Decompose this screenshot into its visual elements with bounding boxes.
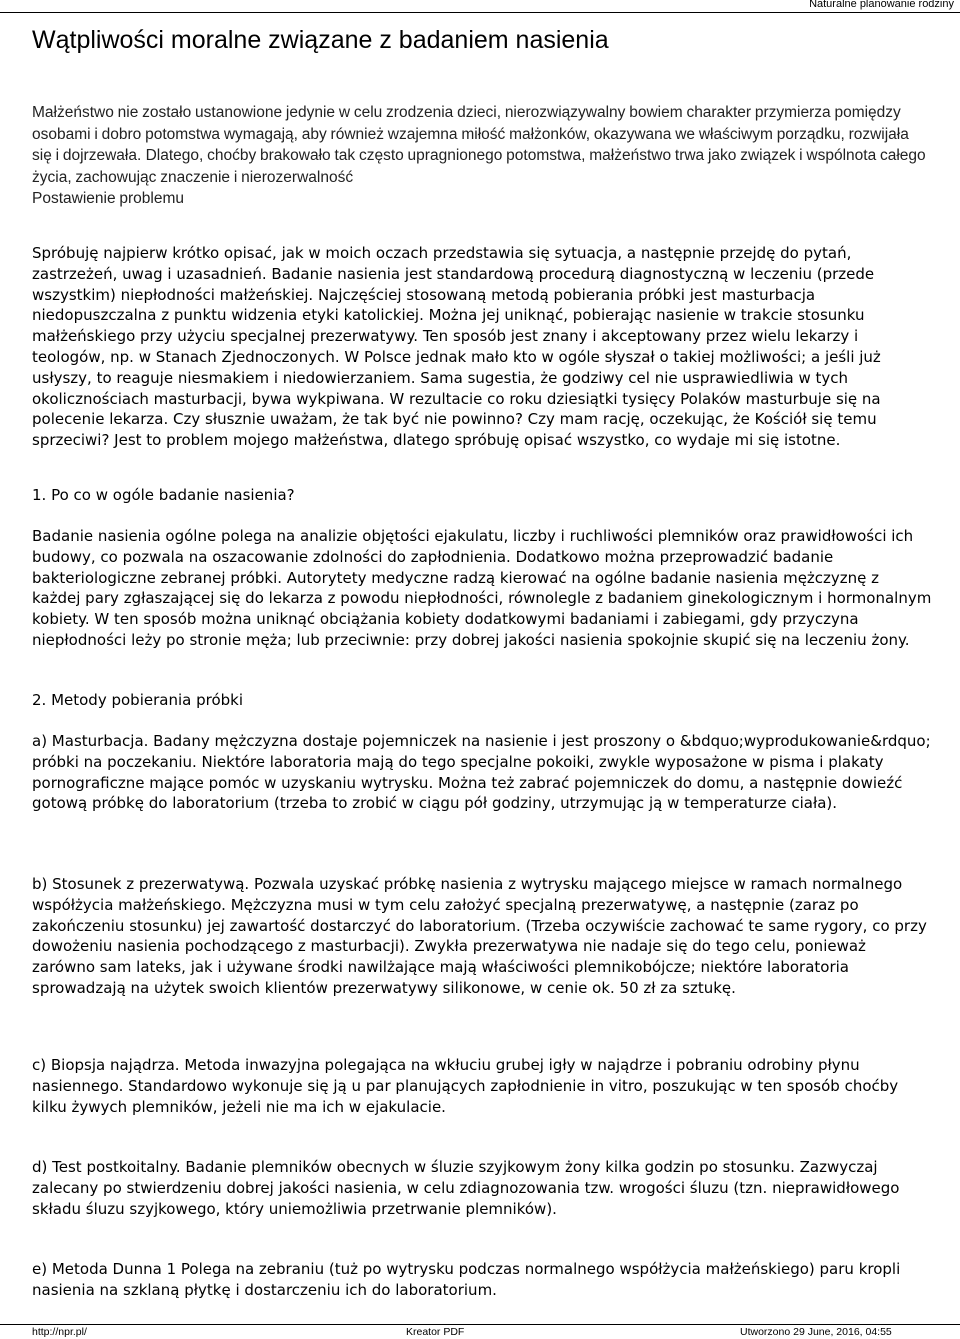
section-label: Postawienie problemu	[32, 190, 185, 207]
page-title: Wątpliwości moralne związane z badaniem nasienia	[32, 26, 609, 54]
page-header	[0, 0, 960, 13]
method-b-paragraph: b) Stosunek z prezerwatywą. Pozwala uzyskać próbkę nasienia z wytrysku mającego miejsce w ramach normalnego współżycia małżeńskiego. Mężczyzna musi w tym celu założyć specjalną prezerwatywę, a następnie (zaraz po zakończeniu stosunku) jej zawartość dostarczyć do laboratorium. (Trzeba oczywiście zachować te same rygory, co przy dowożeniu nasienia pochodzącego z masturbacji). Zwykła prezerwatywa nie nadaje się do tego celu, ponieważ zarówno sam lateks, jak i używane środki nawilżające mają właściwości plemnikobójcze; niektóre laboratoria sprowadzają na użytek swoich klientów prezerwatywy silikonowe, w cenie ok. 50 zł za sztukę.	[32, 875, 927, 997]
method-a-paragraph: a) Masturbacja. Badany mężczyzna dostaje pojemniczek na nasienie i jest proszony o &bdquo;wyprodukowanie&rdquo; próbki na poczekaniu. Niektóre laboratoria mają do tego specjalne pokoiki, zwykle wyposażone w pisma i plakaty pornograficzne mające pomóc w uzyskaniu wytrysku. Można też zabrać pojemniczek do domu, a następnie dowieźć gotową próbkę do laboratorium (trzeba to zrobić w ciągu pół godziny, utrzymując ją w temperaturze ciała).	[32, 732, 931, 813]
footer-url[interactable]: http://npr.pl/	[32, 1326, 87, 1338]
site-name: Naturalne planowanie rodziny	[809, 0, 954, 10]
footer-created: Utworzono 29 June, 2016, 04:55	[740, 1326, 892, 1338]
page-footer	[0, 1324, 960, 1339]
method-e-paragraph: e) Metoda Dunna 1 Polega na zebraniu (tuż po wytrysku podczas normalnego współżycia małżeńskiego) paru kropli nasienia na szklaną płytkę i dostarczeniu ich do laboratorium.	[32, 1260, 901, 1299]
question-1-heading: 1. Po co w ogóle badanie nasienia?	[32, 486, 295, 504]
method-d-paragraph: d) Test postkoitalny. Badanie plemników obecnych w śluzie szyjkowym żony kilka godzin po stosunku. Zazwyczaj zalecany po stwierdzeniu dobrej jakości nasienia, w celu zdiagnozowania tzw. wrogości śluzu (tzn. nieprawidłowego składu śluzu szyjkowego, który uniemożliwia przetrwanie plemników).	[32, 1158, 900, 1218]
footer-generator: Kreator PDF	[406, 1326, 465, 1338]
problem-paragraph: Spróbuję najpierw krótko opisać, jak w moich oczach przedstawia się sytuacja, a następnie przejdę do pytań, zastrzeżeń, uwag i uzasadnień. Badanie nasienia jest standardową procedurą diagnostyczną w leczeniu (przede wszystkim) niepłodności małżeńskiej. Najczęściej stosowaną metodą pobierania próbki jest masturbacja niedopuszczalna z punktu widzenia etyki katolickiej. Można jej uniknąć, pobierając nasienie w trakcie stosunku małżeńskiego przy użyciu specjalnej prezerwatywy. Ten sposób jest znany i akceptowany przez wielu lekarzy i teologów, np. w Stanach Zjednoczonych. W Polsce jednak mało kto w ogóle słyszał o takiej możliwości; a jeśli już usłyszy, to reaguje niesmakiem i niedowierzaniem. Sama sugestia, że godziwy cel nie usprawiedliwia w tych okolicznościach masturbacji, bywa wykpiwana. W rezultacie co roku dziesiątki tysięcy Polaków masturbuje się na polecenie lekarza. Czy słusznie uważam, że tak być nie powinno? Czy mam rację, oczekując, że Kościół się temu sprzeciwi? Jest to problem mojego małżeństwa, dlatego spróbuję opisać wszystko, co wydaje mi się istotne.	[32, 244, 881, 450]
question-1-paragraph: Badanie nasienia ogólne polega na analizie objętości ejakulatu, liczby i ruchliwości plemników oraz prawidłowości ich budowy, co pozwala na oszacowanie zdolności do zapłodnienia. Dodatkowo można przeprowadzić badanie bakteriologiczne zebranej próbki. Autorytety medyczne radzą kierować na ogólne badanie nasienia mężczyznę z każdej pary zgłaszającej się do lekarza z powodu niepłodności, równolegle z badaniem ginekologicznym i hormonalnym kobiety. W ten sposób można uniknąć obciążania kobiety dodatkowymi badaniami i zabiegami, gdy przyczyna niepłodności leży po stronie męża; lub przeciwnie: przy dobrej jakości nasienia spokojnie skupić się na leczeniu żony.	[32, 527, 932, 649]
intro-rest: Dlatego, choćby brakowało tak często upragnionego potomstwa, małżeństwo trwa jako związek i wspólnota całego życia, zachowując znaczenie i nierozerwalność	[32, 147, 926, 186]
method-c-paragraph: c) Biopsja najądrza. Metoda inwazyjna polegająca na wkłuciu grubej igły w najądrze i pobraniu odrobiny płynu nasiennego. Standardowo wykonuje się ją u par planujących zapłodnienie in vitro, poszukując w ten sposób choćby kilku żywych plemników, jeżeli nie ma ich w ejakulacie.	[32, 1056, 899, 1116]
question-2-heading: 2. Metody pobierania próbki	[32, 691, 243, 709]
intro-lead: Małżeństwo nie zostało ustanowione jedynie w celu zrodzenia dzieci, nierozwiązywalny bowiem charakter przymierza pomiędzy osobami i dobro potomstwa wymagają, aby również wzajemna miłość małżonków, okazywana we właściwym porządku, rozwijała się i dojrzewała.	[32, 104, 909, 164]
intro-paragraph	[32, 102, 932, 210]
